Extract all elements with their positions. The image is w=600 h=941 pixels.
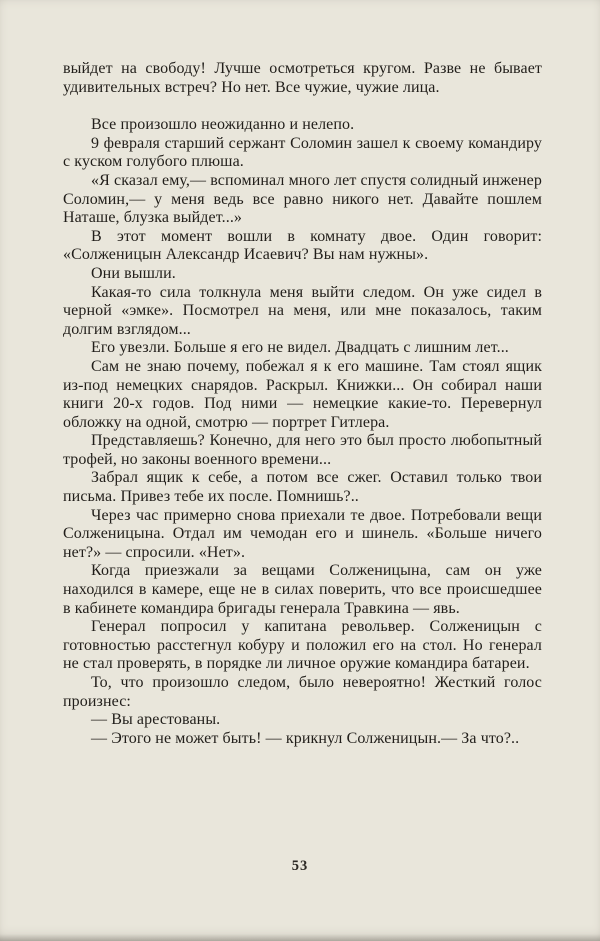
paragraph: Все произошло неожиданно и нелепо.	[91, 116, 355, 134]
paragraph: 9 февраля старший сержант Соломин зашел к своему командиру с куском голубого плюша.	[63, 134, 542, 171]
page-number: 53	[291, 858, 309, 874]
paragraph: В этот момент вошли в комнату двое. Один говорит: «Солженицын Александр Исаевич? Вы нам нужны».	[63, 227, 542, 264]
paragraph: Генерал попросил у капитана револьвер. Солженицын с готовностью расстегнул кобуру и положил его на стол. Но генерал не стал проверять, в порядке ли личное оружие командира батареи.	[63, 618, 542, 673]
page-text	[63, 60, 542, 748]
paragraph: Когда приезжали за вещами Солженицына, сам он уже находился в камере, еще не в силах поверить, что все происшедшее в кабинете командира бригады генерала Травкина — явь.	[63, 562, 542, 617]
paragraph: — Этого не может быть! — крикнул Солженицын.— За что?..	[91, 729, 520, 747]
page-bottom-edge-shadow	[0, 934, 600, 941]
paragraph: То, что произошло следом, было невероятно! Жесткий голос произнес:	[63, 674, 542, 710]
paragraph: Его увезли. Больше я его не видел. Двадцать с лишним лет...	[91, 339, 509, 357]
paragraph: Представляешь? Конечно, для него это был просто любопытный трофей, но законы военного времени...	[63, 432, 542, 468]
paragraph: выйдет на свободу! Лучше осмотреться кругом. Разве не бывает удивительных встреч? Но нет. Все чужие, чужие лица.	[63, 60, 542, 96]
paragraph: «Я сказал ему,— вспоминал много лет спустя солидный инженер Соломин,— у меня ведь все равно никого нет. Давайте пошлем Наташе, блузка выйдет...»	[63, 171, 542, 227]
paragraph: Они вышли.	[91, 264, 176, 282]
paragraph: Забрал ящик к себе, а потом все сжег. Оставил только твои письма. Привез тебе их после. Помнишь?..	[63, 469, 542, 506]
paragraph: — Вы арестованы.	[91, 711, 221, 729]
paragraph: Сам не знаю почему, побежал я к его машине. Там стоял ящик из-под немецких снарядов. Раскрыл. Книжки... Он собирал наши книги 20-х годов. Под ними — немецкие какие-то. Перевернул обложку на одной, смотрю — портрет Гитлера.	[63, 357, 542, 431]
paragraph: Через час примерно снова приехали те двое. Потребовали вещи Солженицына. Отдал им чемодан его и шинель. «Больше ничего нет?» — спросили. «Нет».	[63, 506, 542, 561]
paragraph: Какая-то сила толкнула меня выйти следом. Он уже сидел в черной «эмке». Посмотрел на меня, или мне показалось, таким долгим взглядом...	[63, 283, 542, 338]
